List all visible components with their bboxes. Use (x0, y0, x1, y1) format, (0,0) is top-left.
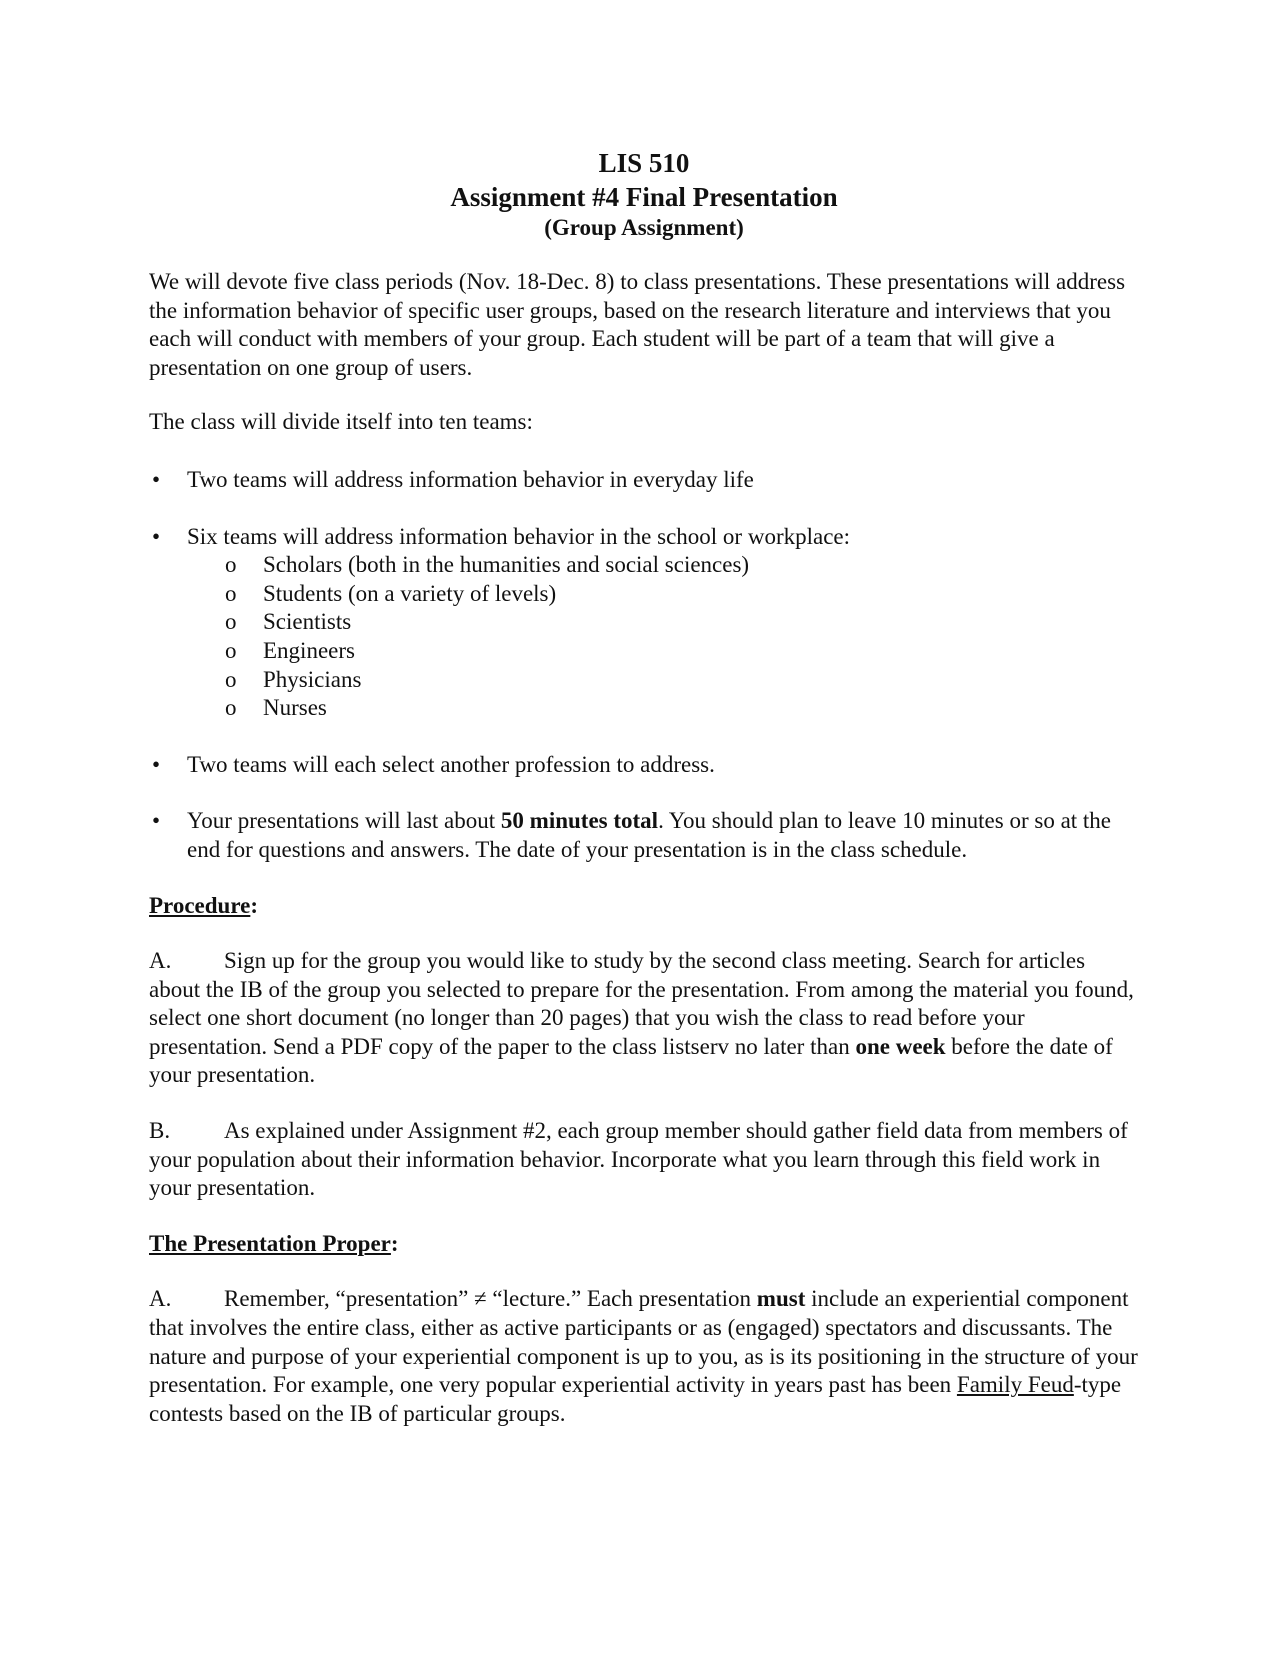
sub-bullet-marker: o (225, 580, 237, 606)
presentation-step-a (149, 1285, 1139, 1428)
bullet-presentation-length (149, 807, 1139, 864)
text-run: before the date of your presentation. (149, 1033, 1113, 1088)
bullet-marker: • (151, 523, 161, 549)
procedure-heading (149, 892, 1139, 921)
course-title: LIS 510 (598, 148, 690, 178)
step-letter: B. (149, 1118, 171, 1144)
list-item-text: Scientists (263, 609, 352, 635)
sub-bullet-marker: o (225, 609, 237, 635)
bullet-text (187, 808, 1111, 862)
list-item (149, 551, 1139, 580)
sub-bullet-marker: o (225, 637, 237, 663)
sub-bullet-marker: o (225, 666, 237, 692)
emphasis-must: must (756, 1286, 806, 1312)
list-item (149, 666, 1139, 695)
heading-text: The Presentation Proper (149, 1230, 391, 1256)
procedure-step-a (149, 947, 1139, 1090)
list-item (149, 580, 1139, 609)
emphasis-deadline: one week (855, 1033, 946, 1059)
list-item (149, 637, 1139, 666)
sub-bullet-marker: o (225, 695, 237, 721)
text-run: . You should plan to leave 10 minutes or so at the end for questions and answers. The date of your presentation is in the class schedule. (187, 808, 1112, 862)
assignment-subtitle: (Group Assignment) (544, 215, 744, 240)
bullet-marker: • (151, 466, 161, 492)
teams-intro: The class will divide itself into ten teams: (149, 409, 533, 435)
list-item (149, 694, 1139, 723)
presentation-proper-heading (149, 1230, 1139, 1259)
text-run: Your presentations will last about (187, 808, 501, 834)
step-letter: A. (149, 1286, 172, 1312)
bullet-marker: • (151, 751, 161, 777)
bullet-marker: • (151, 808, 161, 834)
text-run: Sign up for the group you would like to study by the second class meeting. Search for articles about the IB of the group you selected to prepare for the presentation. From among the material you found, select one short document (no longer than 20 pages) that you wish the class to read before your presentation. Send a PDF copy of the paper to the class listserv no later than (149, 948, 1134, 1059)
list-item-text: Scholars (both in the humanities and social sciences) (263, 552, 750, 578)
list-item-text: Students (on a variety of levels) (263, 580, 557, 606)
list-item-text: Physicians (263, 666, 362, 692)
family-feud-reference: Family Feud (956, 1372, 1074, 1398)
text-run: Remember, “presentation” ≠ “lecture.” Each presentation (224, 1286, 757, 1312)
list-item-text: Nurses (263, 695, 327, 721)
heading-text: Procedure (149, 892, 251, 918)
list-item-text: Engineers (263, 637, 355, 663)
bullet-text: Two teams will address information behavior in everyday life (187, 466, 754, 492)
bullet-text: Two teams will each select another profession to address. (187, 751, 715, 777)
text-run: include an experiential component that involves the entire class, either as active participants or as (engaged) spectators and discussants. The nature and purpose of your experiential component is up to you, as is its positioning in the structure of your presentation. For example, one very popular experiential activity in years past has been (149, 1286, 1138, 1398)
sub-bullet-marker: o (225, 552, 237, 578)
title-block (149, 146, 1139, 242)
bullet-everyday-life (149, 466, 1139, 495)
heading-colon: : (250, 892, 259, 918)
intro-paragraph: We will devote five class periods (Nov. 18-Dec. 8) to class presentations. These presentations will address the information behavior of specific user groups, based on the research literature and interviews that you each will conduct with members of your group. Each student will be part of a team that will give a presentation on one group of users. (149, 269, 1126, 380)
step-letter: A. (149, 948, 172, 974)
text-run: As explained under Assignment #2, each group member should gather field data from members of your population about their information behavior. Incorporate what you learn through this field work in your presentation. (149, 1118, 1128, 1201)
document-page (149, 146, 1139, 1428)
heading-colon: : (390, 1230, 399, 1256)
list-item (149, 608, 1139, 637)
bullet-school-workplace (149, 523, 1139, 552)
bullet-other-profession (149, 751, 1139, 780)
text-run: -type contests based on the IB of particular groups. (149, 1372, 1122, 1426)
assignment-title: Assignment #4 Final Presentation (450, 182, 838, 212)
emphasis-duration: 50 minutes total (500, 808, 659, 834)
procedure-step-b (149, 1117, 1139, 1203)
bullet-text: Six teams will address information behavior in the school or workplace: (187, 523, 851, 549)
workplace-groups-list (149, 551, 1139, 723)
